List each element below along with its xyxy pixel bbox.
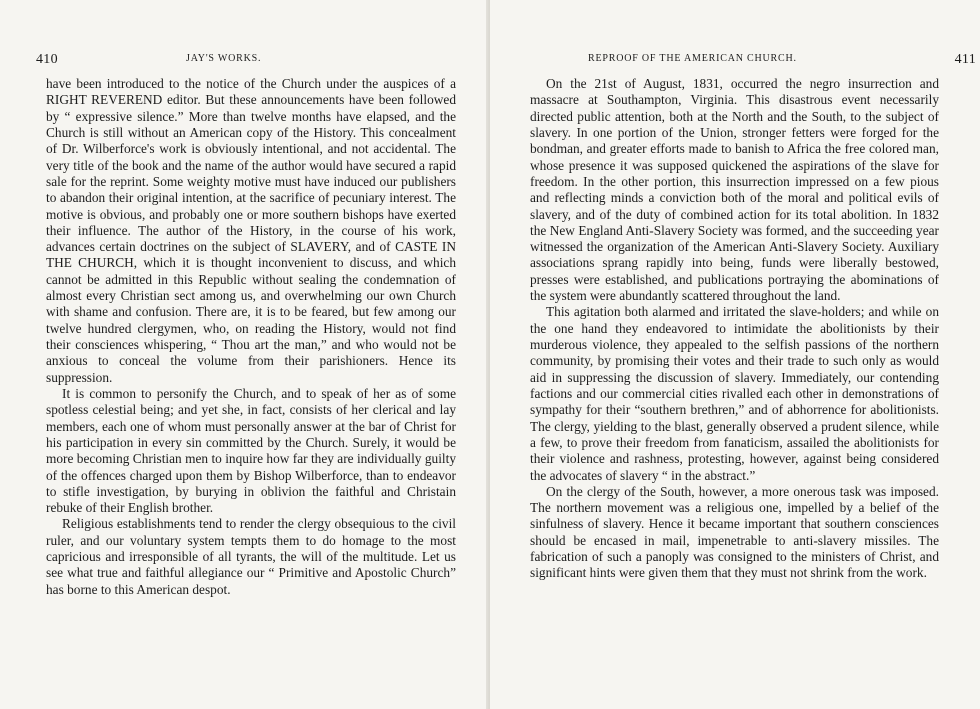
- left-running-head: JAY'S WORKS.: [186, 53, 262, 64]
- right-running-head: REPROOF OF THE AMERICAN CHURCH.: [588, 53, 797, 64]
- right-paragraph-3: On the clergy of the South, however, a more onerous task was imposed. The northern movement was a religious one, impelled by a belief of the sinfulness of slavery. Hence it became important that southern consciences should be encased in mail, impenetrable to anti-slavery missiles. The fabrication of such a panoply was consigned to the ministers of Christ, and significant hints were given them that they must not shrink from the work.: [530, 483, 939, 581]
- left-paragraph-1: have been introduced to the notice of the Church under the auspices of a RIGHT REVEREND editor. But these announcements have been followed by “ expressive silence.” More than twelve months have elapsed, and the Church is still without an American copy of the History. This concealment of Dr. Wilberforce's work is obviously intentional, and not accidental. The very title of the book and the name of the author would have secured a rapid sale for the reprint. Some weighty motive must have induced our publishers to abandon their original intention, at the sacrifice of pecuniary interest. The motive is obvious, and probably one or more southern bishops have exerted their influence. The author of the History, in the course of his work, advances certain doctrines on the subject of SLAVERY, and of CASTE IN THE CHURCH, which it is thought inconvenient to discuss, and which cannot be admitted in this Republic without sealing the condemnation of almost every Christian sect among us, and overwhelming our own Church with shame and confusion. There are, it is to be feared, but few among our twelve hundred clergymen, who, on reading the History, would not find their consciences whispering, “ Thou art the man,” and who would not be anxious to conceal the volume from their parishioners. Hence its suppression.: [46, 76, 456, 385]
- right-paragraph-2: This agitation both alarmed and irritated the slave-holders; and while on the one hand they endeavored to intimidate the abolitionists by their murderous violence, they appealed to the selfish passions of the northern community, by promising their votes and their trade to such only as would aid in suppressing the discussion of slavery. Immediately, our contending factions and our commercial cities rivalled each other in demonstrations of sympathy for their “southern brethren,” and of abhorrence for abolitionists. The clergy, yielding to the blast, generally observed a prudent silence, while a few, to prove their freedom from fanaticism, assailed the abolitionists for their violence and rashness, protesting, however, against being considered the advocates of slavery “ in the abstract.”: [530, 304, 939, 483]
- right-page-header: [588, 52, 976, 68]
- right-page-number: 411: [954, 52, 976, 67]
- right-page-body: [530, 76, 939, 582]
- right-paragraph-1: On the 21st of August, 1831, occurred the negro insurrection and massacre at Southampton, Virginia. This disastrous event necessarily directed public attention, both at the North and the South, to the subject of slavery. In one portion of the Union, stronger fetters were forged for the bondman, and greater efforts made to banish to Africa the free colored man, whose presence it was supposed quickened the aspirations of the slave for freedom. In the other portion, this insurrection impressed on a few pious and reflecting minds a conviction both of the moral and political evils of slavery, and of the duty of combined action for its total abolition. In 1832 the New England Anti-Slavery Society was formed, and the succeeding year witnessed the organization of the American Anti-Slavery Society. Auxiliary associations sprang rapidly into being, funds were liberally bestowed, presses were established, and publications portraying the abominations of the system were abundantly scattered throughout the land.: [530, 76, 939, 304]
- left-paragraph-2: It is common to personify the Church, and to speak of her as of some spotless celestial being; and yet she, in fact, consists of her clerical and lay members, each one of whom must personally answer at the bar of Christ for his participation in every sin committed by the Church. Surely, it would be more becoming Christian men to inquire how far they are individually guilty of the offences charged upon them by Bishop Wilberforce, than to endeavor to stifle investigation, by burying in oblivion the faithful and Christain rebuke of their English brother.: [46, 385, 456, 516]
- left-paragraph-3: Religious establishments tend to render the clergy obsequious to the civil ruler, and our voluntary system tempts them to do homage to the most capricious and irresponsible of all tyrants, the will of the multitude. Let us see what true and faithful allegiance our “ Primitive and Apostolic Church” has borne to this American despot.: [46, 516, 456, 597]
- left-page-number: 410: [36, 52, 58, 67]
- right-page: [490, 0, 980, 709]
- left-page-body: [46, 76, 456, 598]
- left-page-header: [36, 52, 442, 68]
